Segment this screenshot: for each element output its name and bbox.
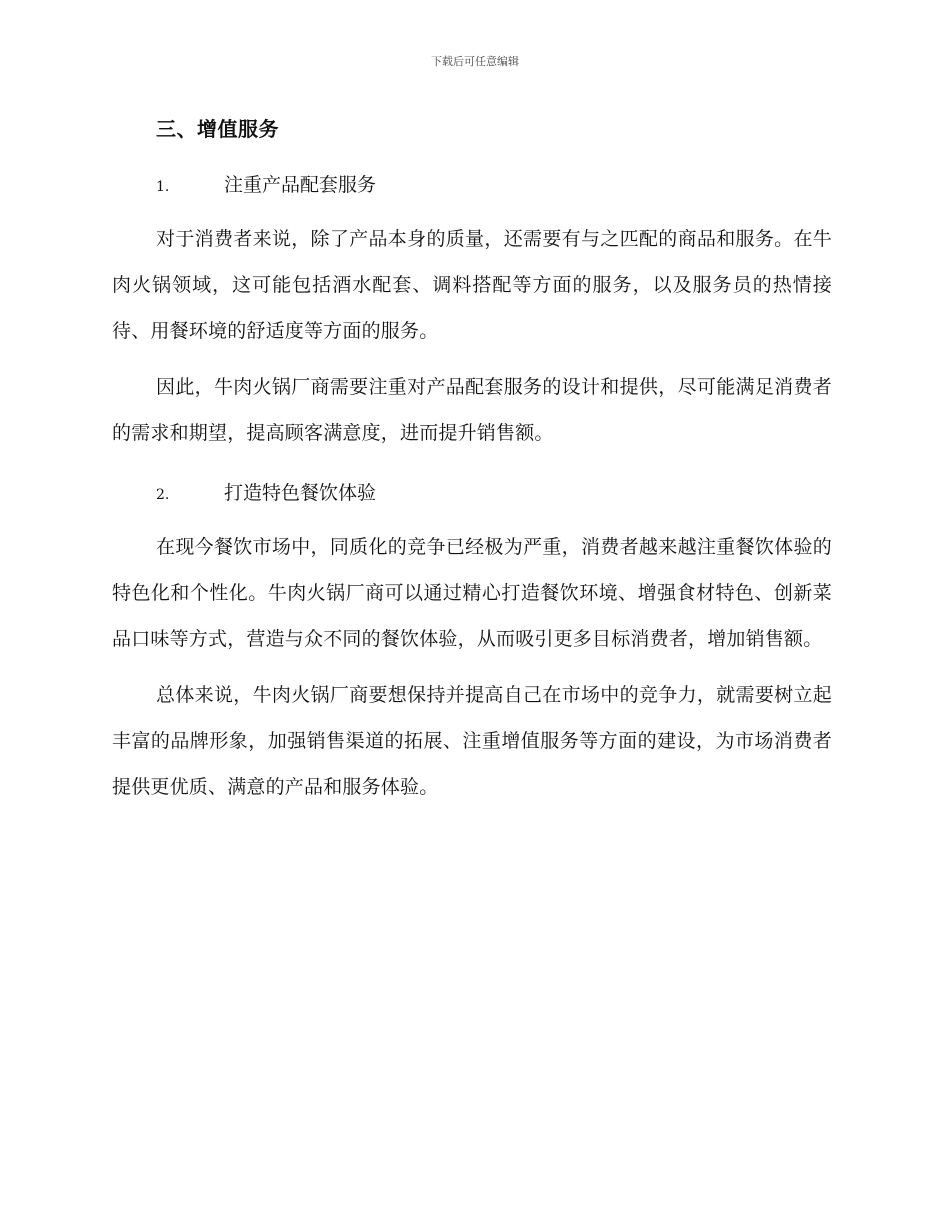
paragraph: 总体来说，牛肉火锅厂商要想保持并提高自己在市场中的竞争力，就需要树立起丰富的品牌形象，加强销售渠道的拓展、注重增值服务等方面的建设，为市场消费者提供更优质、满意的产品和服务体验。 <box>112 684 832 798</box>
section-title: 三、增值服务 <box>156 117 279 141</box>
document-content <box>112 110 832 810</box>
subsection-2-heading <box>156 474 832 514</box>
page-header: 下载后可任意编辑 <box>431 55 519 68</box>
subsection-1-title: 注重产品配套服务 <box>224 174 377 196</box>
subsection-1-heading <box>156 166 832 206</box>
paragraph: 对于消费者来说，除了产品本身的质量，还需要有与之匹配的商品和服务。在牛肉火锅领域，这可能包括酒水配套、调料搭配等方面的服务，以及服务员的热情接待、用餐环境的舒适度等方面的服务。 <box>112 228 832 342</box>
paragraph: 因此，牛肉火锅厂商需要注重对产品配套服务的设计和提供，尽可能满足消费者的需求和期望，提高顾客满意度，进而提升销售额。 <box>112 376 832 444</box>
subsection-1-number: 1. <box>156 179 170 195</box>
subsection-2-title: 打造特色餐饮体验 <box>224 482 377 504</box>
paragraph: 在现今餐饮市场中，同质化的竞争已经极为严重，消费者越来越注重餐饮体验的特色化和个性化。牛肉火锅厂商可以通过精心打造餐饮环境、增强食材特色、创新菜品口味等方式，营造与众不同的餐饮体验，从而吸引更多目标消费者，增加销售额。 <box>112 536 832 650</box>
subsection-2-number: 2. <box>156 487 170 503</box>
